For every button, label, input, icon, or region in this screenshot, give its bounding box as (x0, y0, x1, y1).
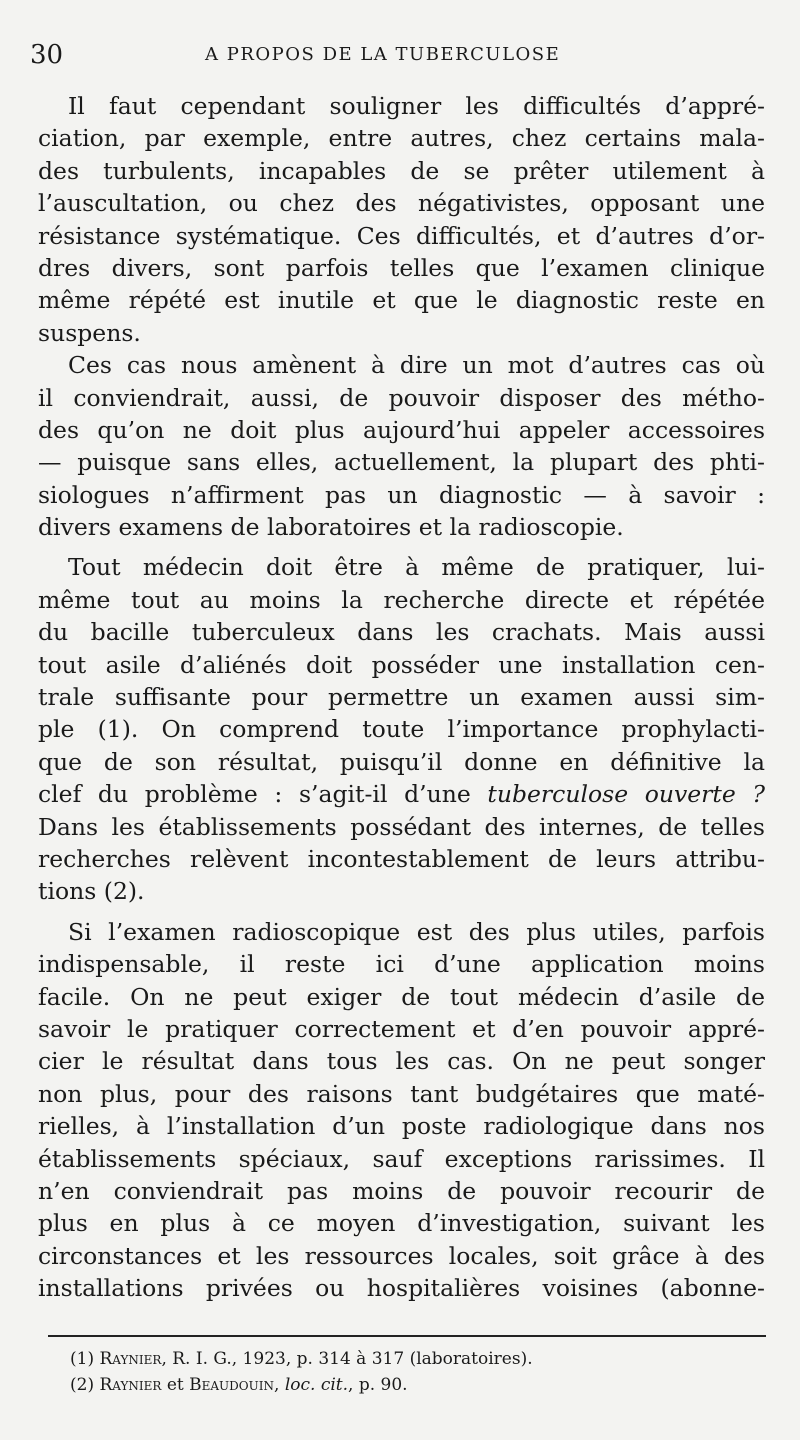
text-line: plus en plus à ce moyen d’investigation, suivant les (38, 1209, 765, 1238)
footnote-author: Raynier (99, 1349, 162, 1369)
text-line: même répété est inutile et que le diagnostic reste en (38, 286, 765, 315)
footnote-author: Beaudouin (189, 1375, 274, 1395)
footnotes (70, 1346, 760, 1398)
italic-phrase: tuberculose ouverte ? (487, 780, 765, 809)
text-line: trale suffisante pour permettre un examen aussi sim- (38, 683, 765, 712)
text-line: — puisque sans elles, actuellement, la plupart des phti- (38, 448, 765, 477)
text-line: tions (2). (38, 877, 145, 906)
text-line: dres divers, sont parfois telles que l’examen clinique (38, 253, 765, 282)
text-line: recherches relèvent incontestablement de leurs attribu- (38, 844, 765, 873)
footnote-author: Raynier (99, 1375, 162, 1395)
footnote-text: et (161, 1375, 190, 1395)
text-line: Ces cas nous amènent à dire un mot d’autres cas où (68, 351, 765, 380)
paragraph (38, 551, 765, 907)
text-line: Si l’examen radioscopique est des plus utiles, parfois (68, 917, 765, 946)
text-line: que de son résultat, puisqu’il donne en définitive la (38, 747, 765, 776)
text-line: Dans les établissements possédant des internes, de telles (38, 812, 765, 841)
text-line (38, 778, 765, 810)
text-line: l’auscultation, ou chez des négativistes, opposant une (38, 189, 765, 218)
text-line: des qu’on ne doit plus aujourd’hui appeler accessoires (38, 415, 765, 444)
text-line: résistance systématique. Ces difficultés, et d’autres d’or- (38, 221, 765, 250)
text-line: installations privées ou hospitalières voisines (abonne- (38, 1274, 765, 1303)
text-line: facile. On ne peut exiger de tout médecin d’asile de (38, 982, 765, 1011)
page-header (30, 40, 770, 70)
text-fragment: clef du problème : s’agit-il d’une (38, 780, 488, 809)
paragraph (38, 349, 765, 543)
paragraph (38, 916, 765, 1305)
footnote-mark: (2) (70, 1375, 95, 1395)
text-line: Tout médecin doit être à même de pratiquer, lui- (68, 553, 765, 582)
text-line: tout asile d’aliénés doit posséder une installation cen- (38, 650, 765, 679)
text-line: ciation, par exemple, entre autres, chez certains mala- (38, 124, 765, 153)
text-line: il conviendrait, aussi, de pouvoir disposer des métho- (38, 383, 765, 412)
footnote-1 (70, 1346, 760, 1372)
text-line: Il faut cependant souligner les difficultés d’appré- (68, 92, 765, 120)
text-line: indispensable, il reste ici d’une application moins (38, 950, 765, 979)
text-line: du bacille tuberculeux dans les crachats. Mais aussi (38, 618, 765, 647)
footnote-loc-cit: loc. cit. (284, 1375, 349, 1395)
text-line: des turbulents, incapables de se prêter utilement à (38, 156, 765, 185)
text-line: rielles, à l’installation d’un poste radiologique dans nos (38, 1112, 765, 1141)
footnote-rule (48, 1335, 766, 1337)
text-line: ple (1). On comprend toute l’importance prophylacti- (38, 715, 765, 744)
page-number: 30 (30, 40, 64, 70)
text-line: n’en conviendrait pas moins de pouvoir recourir de (38, 1176, 765, 1205)
text-line: suspens. (38, 318, 141, 347)
footnote-text: , (274, 1375, 285, 1395)
text-line: établissements spéciaux, sauf exceptions rarissimes. Il (38, 1144, 765, 1173)
running-title: A PROPOS DE LA TUBERCULOSE (205, 44, 561, 65)
text-line: cier le résultat dans tous les cas. On ne peut songer (38, 1047, 765, 1076)
body-text (38, 90, 765, 1304)
text-line: même tout au moins la recherche directe et répétée (38, 585, 765, 614)
text-line: circonstances et les ressources locales, soit grâce à des (38, 1241, 765, 1270)
text-line: divers examens de laboratoires et la radioscopie. (38, 513, 624, 542)
text-line: savoir le pratiquer correctement et d’en pouvoir appré- (38, 1014, 765, 1043)
footnote-text: , R. I. G., 1923, p. 314 à 317 (laboratoires). (161, 1349, 533, 1369)
text-line: siologues n’affirment pas un diagnostic — à savoir : (38, 480, 765, 509)
footnote-2 (70, 1372, 760, 1398)
footnote-text: , p. 90. (348, 1375, 408, 1395)
text-line: non plus, pour des raisons tant budgétaires que maté- (38, 1079, 765, 1108)
footnote-mark: (1) (70, 1349, 95, 1369)
paragraph (38, 90, 765, 349)
